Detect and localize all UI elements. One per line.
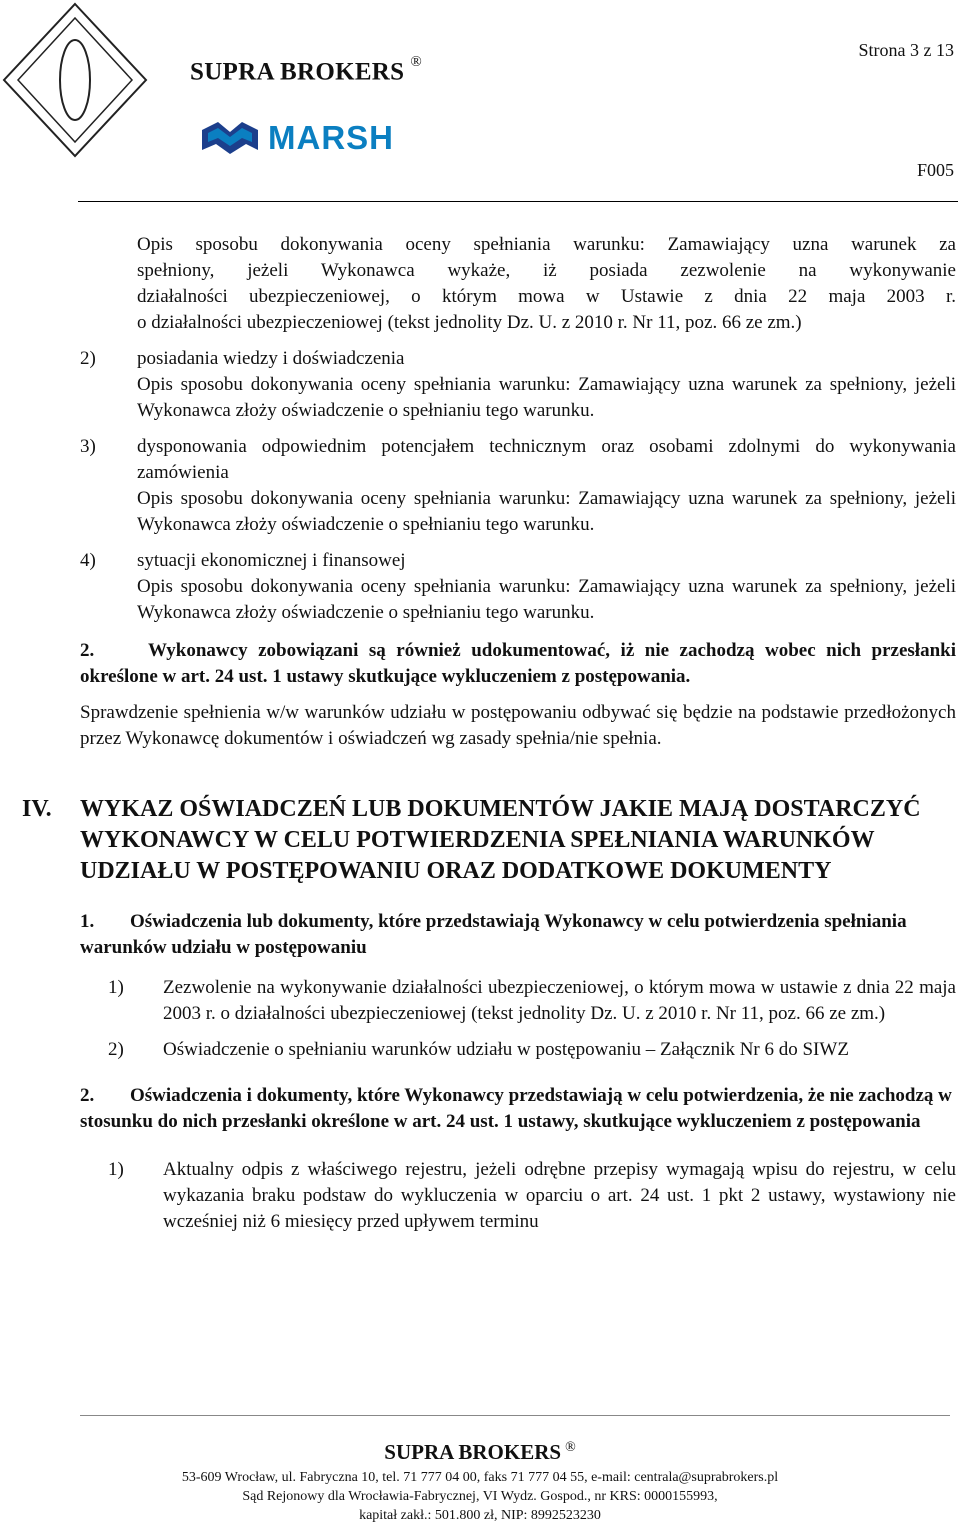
footer-registered-mark: ® <box>565 1440 576 1455</box>
subsection-title: Oświadczenia lub dokumenty, które przedstawiają Wykonawcy w celu potwierdzenia spełniania warunków udziału w postępowaniu <box>80 911 907 958</box>
list-item <box>108 975 956 1027</box>
marsh-logo-text: MARSH <box>268 119 394 156</box>
footer-brand-name: SUPRA BROKERS <box>384 1440 562 1464</box>
text-line: spełniony, jeżeli Wykonawca wykaże, iż posiada zezwolenie na wykonywanie <box>137 260 956 281</box>
section-number: 2. <box>80 640 95 661</box>
subsection-title: Oświadczenia i dokumenty, które Wykonawcy przedstawiają w celu potwierdzenia, że nie zachodzą w stosunku do nich przesłanki określone w art. 24 ust. 1 ustawy, skutkujące wykluczeniem z postępowania <box>80 1085 952 1132</box>
list-item <box>108 1157 956 1235</box>
condition-title: sytuacji ekonomicznej i finansowej <box>137 550 406 571</box>
condition-desc: Opis sposobu dokonywania oceny spełniania warunku: Zamawiający uzna warunek za spełniony, jeżeli Wykonawca złoży oświadczenie o spełnianiu tego warunku. <box>137 576 956 623</box>
condition-item <box>80 346 956 424</box>
section-2-text: Wykonawcy zobowiązani są również udokumentować, iż nie zachodzą wobec nich przesłanki określone w art. 24 ust. 1 ustawy skutkujące wykluczeniem z postępowania. <box>80 640 956 687</box>
list-number: 3) <box>80 436 96 457</box>
list-number: 1) <box>108 1159 124 1180</box>
heading-number: IV. <box>22 796 52 822</box>
footer-court-info: Sąd Rejonowy dla Wrocławia-Fabrycznej, VI Wydz. Gospod., nr KRS: 0000155993, <box>242 1489 718 1504</box>
text-line: działalności ubezpieczeniowej, o którym mowa w Ustawie z dnia 22 maja 2003 r. <box>137 286 956 307</box>
subsection-2-heading <box>80 1083 956 1135</box>
text-line: o działalności ubezpieczeniowej (tekst jednolity Dz. U. z 2010 r. Nr 11, poz. 66 ze zm.) <box>137 312 802 333</box>
header-divider <box>78 201 958 202</box>
list-text: Oświadczenie o spełnianiu warunków udziału w postępowaniu – Załącznik Nr 6 do SIWZ <box>163 1039 849 1060</box>
list-number: 2) <box>80 348 96 369</box>
list-number: 4) <box>80 550 96 571</box>
condition-title: dysponowania odpowiednim potencjałem technicznym oraz osobami zdolnymi do wykonywania zamówienia <box>137 436 956 483</box>
subsection-number: 1. <box>80 911 95 932</box>
footer-capital-info: kapitał zakł.: 501.800 zł, NIP: 8992523230 <box>359 1508 601 1523</box>
form-code: F005 <box>916 160 954 180</box>
heading-text: WYKAZ OŚWIADCZEŃ LUB DOKUMENTÓW JAKIE MAJĄ DOSTARCZYĆ WYKONAWCY W CELU POTWIERDZENIA SPEŁNIANIA WARUNKÓW UDZIAŁU W POSTĘPOWANIU ORAZ DODATKOWE DOKUMENTY <box>80 796 921 884</box>
condition-item <box>80 434 956 538</box>
text-line: Opis sposobu dokonywania oceny spełniania warunku: Zamawiający uzna warunek za <box>137 234 956 255</box>
intro-paragraph <box>137 232 956 336</box>
condition-item <box>80 548 956 626</box>
list-number: 2) <box>108 1039 124 1060</box>
list-item <box>108 1037 956 1063</box>
list-number: 1) <box>108 977 124 998</box>
list-text: Zezwolenie na wykonywanie działalności ubezpieczeniowej, o którym mowa w ustawie z dnia 22 maja 2003 r. o działalności ubezpieczeniowej (tekst jednolity Dz. U. z 2010 r. Nr 11, poz. 66 ze zm.) <box>163 977 956 1024</box>
marsh-logo <box>200 118 394 158</box>
subsection-1-heading <box>80 909 956 961</box>
marsh-swoosh-icon <box>200 118 262 158</box>
supra-diamond-logo-icon <box>0 0 150 160</box>
footer-address: 53-609 Wrocław, ul. Fabryczna 10, tel. 71 777 04 00, faks 71 777 04 55, e-mail: centrala@suprabrokers.pl <box>181 1470 779 1485</box>
footer-brand <box>0 1440 960 1465</box>
registered-mark: ® <box>410 54 423 70</box>
verification-paragraph: Sprawdzenie spełnienia w/w warunków udziału w postępowaniu odbywać się będzie na podstawie przedłożonych przez Wykonawcę dokumentów i oświadczeń wg zasady spełnia/nie spełnia. <box>80 702 956 749</box>
condition-desc: Opis sposobu dokonywania oceny spełniania warunku: Zamawiający uzna warunek za spełniony, jeżeli Wykonawca złoży oświadczenie o spełnianiu tego warunku. <box>137 488 956 535</box>
condition-title: posiadania wiedzy i doświadczenia <box>137 348 405 369</box>
header-brand <box>190 54 423 86</box>
subsection-1-list <box>108 975 956 1063</box>
footer-divider <box>80 1415 950 1416</box>
condition-desc: Opis sposobu dokonywania oceny spełniania warunku: Zamawiający uzna warunek za spełniony, jeżeli Wykonawca złoży oświadczenie o spełnianiu tego warunku. <box>137 374 956 421</box>
brand-name: SUPRA BROKERS <box>190 58 405 86</box>
subsection-number: 2. <box>80 1085 95 1106</box>
list-text: Aktualny odpis z właściwego rejestru, jeżeli odrębne przepisy wymagają wpisu do rejestru, w celu wykazania braku podstaw do wykluczenia w oparciu o art. 24 ust. 1 pkt 2 ustawy, wystawiony nie wcześniej niż 6 miesięcy przed upływem terminu <box>163 1159 956 1232</box>
document-body <box>22 232 956 1245</box>
page-number: Strona 3 z 13 <box>858 40 954 60</box>
subsection-2-list <box>108 1157 956 1235</box>
